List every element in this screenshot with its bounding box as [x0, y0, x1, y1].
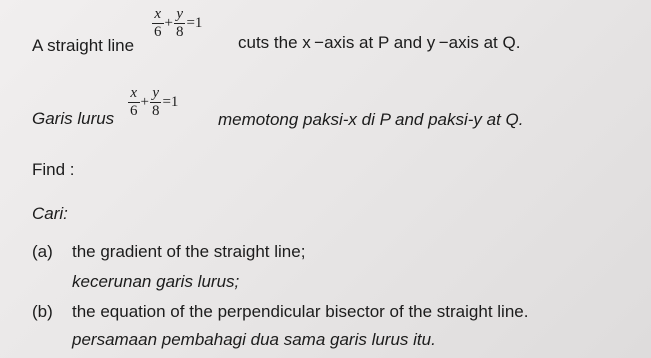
part-b-marker: (b) [32, 302, 53, 321]
part-a-marker: (a) [32, 242, 53, 261]
fraction-y-over-8: $\frac{y}{8}$ [151, 85, 160, 119]
part-a-english: the gradient of the straight line; [72, 242, 306, 261]
malay-statement-prefix: Garis lurus [32, 109, 115, 128]
english-statement-suffix: cuts the x −axis at P and y −axis at Q. [238, 33, 521, 52]
part-b-malay: persamaan pembahagi dua sama garis lurus itu. [72, 330, 436, 349]
english-statement-prefix: A straight line [32, 36, 135, 55]
part-b-english: the equation of the perpendicular bisector of the straight line. [72, 302, 529, 321]
malay-equation: $\frac{x}{6}$ + $\frac{y}{8}$ =1 [130, 85, 179, 119]
part-a-malay: kecerunan garis lurus; [72, 272, 240, 291]
find-label: Find : [32, 160, 75, 179]
fraction-y-over-8: $\frac{y}{8}$ [175, 6, 184, 40]
fraction-x-over-6: $\frac{x}{6}$ [154, 6, 162, 40]
malay-statement-suffix: memotong paksi-x di P and paksi-y at Q. [218, 110, 524, 129]
cari-label: Cari: [32, 204, 68, 223]
english-equation: $\frac{x}{6}$ + $\frac{y}{8}$ =1 [154, 6, 203, 40]
fraction-x-over-6: $\frac{x}{6}$ [130, 85, 138, 119]
